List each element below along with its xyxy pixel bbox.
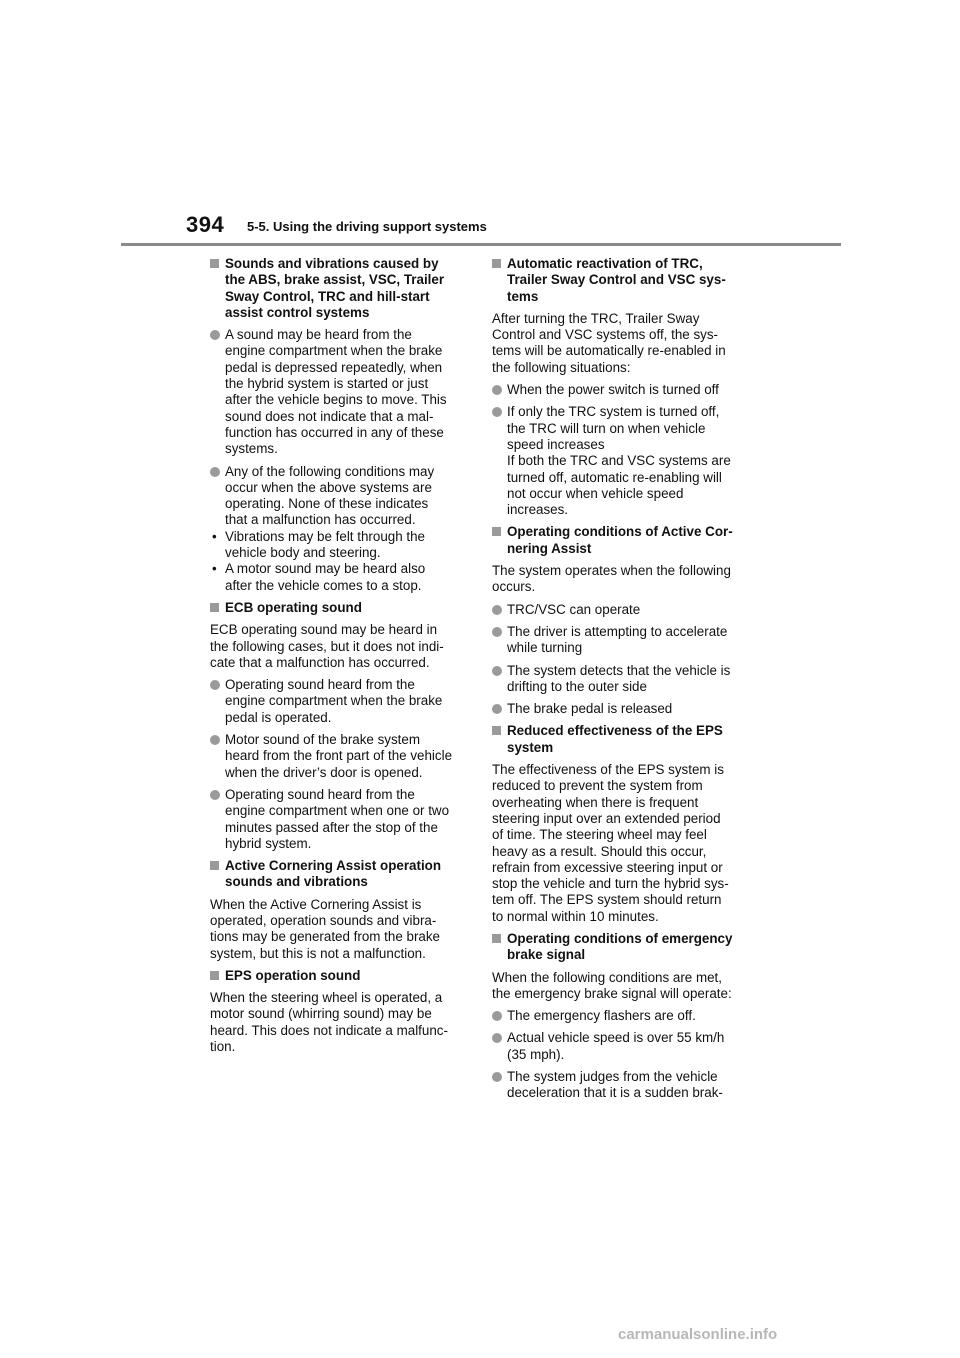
text-line: (35 mph).: [507, 1046, 565, 1062]
circle-bullet-icon: [492, 704, 502, 714]
square-bullet-icon: [210, 971, 219, 980]
circle-bullet-icon: [210, 680, 220, 690]
text-line: turned off, automatic re-enabling will: [507, 469, 722, 485]
text-line: speed increases: [507, 436, 605, 452]
square-bullet-icon: [492, 934, 501, 943]
bullet-item: [492, 1069, 750, 1102]
text-line: After turning the TRC, Trailer Sway: [492, 310, 700, 326]
bullet-item: [492, 701, 750, 717]
circle-bullet-icon: [492, 1072, 502, 1082]
left-column: [210, 256, 468, 1061]
circle-bullet-icon: [492, 627, 502, 637]
circle-bullet-icon: [492, 407, 502, 417]
square-bullet-icon: [492, 259, 501, 268]
text-line: not occur when vehicle speed: [507, 485, 684, 501]
text-line: drifting to the outer side: [507, 678, 647, 694]
paragraph: [210, 897, 468, 962]
text-line: Sway Control, TRC and hill-start: [225, 288, 430, 304]
text-line: The driver is attempting to accelerate: [507, 623, 728, 639]
text-line: The emergency flashers are off.: [507, 1008, 696, 1024]
bullet-item: [492, 1030, 750, 1063]
text-line: When the steering wheel is operated, a: [210, 990, 443, 1006]
text-line: Any of the following conditions may: [225, 463, 435, 479]
circle-bullet-icon: [492, 666, 502, 676]
text-line: after the vehicle begins to move. This: [225, 392, 447, 408]
text-line: ECB operating sound may be heard in: [210, 622, 438, 638]
dot-marker: •: [212, 561, 217, 577]
text-line: nering Assist: [507, 540, 592, 556]
text-line: engine compartment when the brake: [225, 693, 443, 709]
page-number: 394: [186, 212, 225, 237]
text-line: Sounds and vibrations caused by: [225, 256, 439, 271]
text-line: When the power switch is turned off: [507, 382, 719, 398]
text-line: operating. None of these indicates: [225, 496, 429, 512]
circle-bullet-icon: [492, 385, 502, 395]
text-line: The system operates when the following: [492, 563, 731, 579]
text-line: engine compartment when the brake: [225, 343, 443, 359]
text-line: sounds and vibrations: [225, 874, 368, 890]
text-line: sound does not indicate that a mal-: [225, 408, 434, 424]
text-line: occurs.: [492, 579, 536, 595]
text-line: vehicle body and steering.: [225, 545, 381, 561]
text-line: A motor sound may be heard also: [225, 561, 426, 577]
text-line: Active Cornering Assist operation: [225, 858, 442, 874]
bullet-item: [210, 732, 468, 781]
text-line: refrain from excessive steering input or: [492, 859, 723, 875]
text-line: If both the TRC and VSC systems are: [507, 453, 731, 469]
text-line: stop the vehicle and turn the hybrid sys-: [492, 876, 729, 892]
heading-automatic-reactivation: [492, 256, 750, 305]
text-line: heavy as a result. Should this occur,: [492, 843, 707, 859]
text-line: hybrid system.: [225, 835, 312, 851]
text-line: occur when the above systems are: [225, 479, 432, 495]
text-line: system, but this is not a malfunction.: [210, 945, 426, 961]
text-line: the emergency brake signal will operate:: [492, 985, 732, 1001]
bullet-item: [210, 327, 468, 457]
text-line: Operating sound heard from the: [225, 677, 415, 693]
heading-active-cornering-conditions: [492, 524, 750, 557]
paragraph: [210, 622, 468, 671]
square-bullet-icon: [210, 259, 219, 268]
bullet-item: [492, 602, 750, 618]
text-line: reduced to prevent the system from: [492, 778, 703, 794]
heading-abs-sounds: [210, 256, 468, 321]
bullet-item: [210, 787, 468, 852]
text-line: tion.: [210, 1039, 236, 1055]
section-title: 5-5. Using the driving support systems: [247, 219, 487, 234]
bullet-item: [492, 404, 750, 518]
paragraph: [492, 311, 750, 376]
text-line: increases.: [507, 502, 569, 518]
text-line: Actual vehicle speed is over 55 km/h: [507, 1030, 725, 1046]
square-bullet-icon: [210, 603, 219, 612]
text-line: tems: [507, 288, 539, 304]
circle-bullet-icon: [210, 735, 220, 745]
sub-list-item: [210, 561, 468, 594]
circle-bullet-icon: [210, 330, 220, 340]
text-line: that a malfunction has occurred.: [225, 512, 416, 528]
circle-bullet-icon: [492, 1033, 502, 1043]
heading-ecb-sound: [210, 600, 468, 616]
text-line: Motor sound of the brake system: [225, 732, 421, 748]
heading-emergency-brake-signal: [492, 931, 750, 964]
text-line: tem off. The EPS system should return: [492, 892, 722, 908]
text-line: Operating sound heard from the: [225, 786, 415, 802]
circle-bullet-icon: [210, 790, 220, 800]
text-line: TRC/VSC can operate: [507, 601, 641, 617]
text-line: heard from the front part of the vehicle: [225, 748, 453, 764]
circle-bullet-icon: [492, 1011, 502, 1021]
bullet-item: [492, 663, 750, 696]
bullet-item: [210, 464, 468, 529]
text-line: Control and VSC systems off, the sys-: [492, 327, 718, 343]
text-line: assist control systems: [225, 304, 370, 320]
heading-eps-sound: [210, 968, 468, 984]
text-line: Reduced effectiveness of the EPS: [507, 723, 723, 739]
text-line: overheating when there is frequent: [492, 794, 699, 810]
text-line: the hybrid system is started or just: [225, 376, 429, 392]
right-column: [492, 256, 750, 1108]
text-line: heard. This does not indicate a malfunc-: [210, 1022, 448, 1038]
text-line: the following situations:: [492, 359, 631, 375]
sub-list: [210, 529, 468, 594]
text-line: A sound may be heard from the: [225, 327, 412, 343]
text-line: when the driver’s door is opened.: [225, 764, 423, 780]
bullet-item: [492, 382, 750, 398]
paragraph: [210, 990, 468, 1055]
header-rule: [121, 243, 841, 246]
text-line: Automatic reactivation of TRC,: [507, 256, 703, 271]
text-line: while turning: [507, 640, 583, 656]
text-line: engine compartment when one or two: [225, 803, 450, 819]
text-line: deceleration that it is a sudden brak-: [507, 1085, 723, 1101]
bullet-item: [210, 677, 468, 726]
text-line: motor sound (whirring sound) may be: [210, 1006, 432, 1022]
text-line: When the following conditions are met,: [492, 969, 722, 985]
heading-active-cornering-sounds: [210, 858, 468, 891]
text-line: Operating conditions of Active Cor-: [507, 524, 733, 540]
square-bullet-icon: [492, 527, 501, 536]
text-line: to normal within 10 minutes.: [492, 908, 659, 924]
text-line: operated, operation sounds and vibra-: [210, 912, 437, 928]
dot-marker: •: [212, 528, 217, 544]
square-bullet-icon: [210, 861, 219, 870]
text-line: tems will be automatically re-enabled in: [492, 343, 726, 359]
text-line: The brake pedal is released: [507, 701, 673, 717]
text-line: pedal is depressed repeatedly, when: [225, 359, 443, 375]
heading-eps-effectiveness: [492, 723, 750, 756]
watermark: carmanualsonline.info: [618, 1326, 778, 1343]
circle-bullet-icon: [492, 605, 502, 615]
text-line: Vibrations may be felt through the: [225, 528, 425, 544]
text-line: the TRC will turn on when vehicle: [507, 420, 706, 436]
circle-bullet-icon: [210, 467, 220, 477]
text-line: cate that a malfunction has occurred.: [210, 654, 430, 670]
text-line: steering input over an extended period: [492, 810, 721, 826]
text-line: systems.: [225, 441, 278, 457]
text-line: EPS operation sound: [225, 967, 361, 983]
text-line: system: [507, 739, 554, 755]
text-line: If only the TRC system is turned off,: [507, 404, 720, 420]
text-line: When the Active Cornering Assist is: [210, 896, 422, 912]
text-line: tions may be generated from the brake: [210, 929, 441, 945]
text-line: The effectiveness of the EPS system is: [492, 762, 724, 778]
text-line: ECB operating sound: [225, 599, 362, 615]
square-bullet-icon: [492, 726, 501, 735]
paragraph: [492, 563, 750, 596]
bullet-item: [492, 1008, 750, 1024]
paragraph: [492, 970, 750, 1003]
text-line: pedal is operated.: [225, 709, 332, 725]
text-line: Trailer Sway Control and VSC sys-: [507, 272, 726, 288]
text-line: The system judges from the vehicle: [507, 1069, 718, 1085]
bullet-item: [492, 624, 750, 657]
text-line: the following cases, but it does not indi-: [210, 638, 444, 654]
text-line: minutes passed after the stop of the: [225, 819, 438, 835]
text-line: after the vehicle comes to a stop.: [225, 577, 422, 593]
text-line: The system detects that the vehicle is: [507, 662, 731, 678]
text-line: the ABS, brake assist, VSC, Trailer: [225, 272, 445, 288]
sub-list-item: [210, 529, 468, 562]
text-line: brake signal: [507, 947, 586, 963]
text-line: of time. The steering wheel may feel: [492, 827, 707, 843]
paragraph: [492, 762, 750, 925]
text-line: Operating conditions of emergency: [507, 930, 733, 946]
text-line: function has occurred in any of these: [225, 424, 444, 440]
